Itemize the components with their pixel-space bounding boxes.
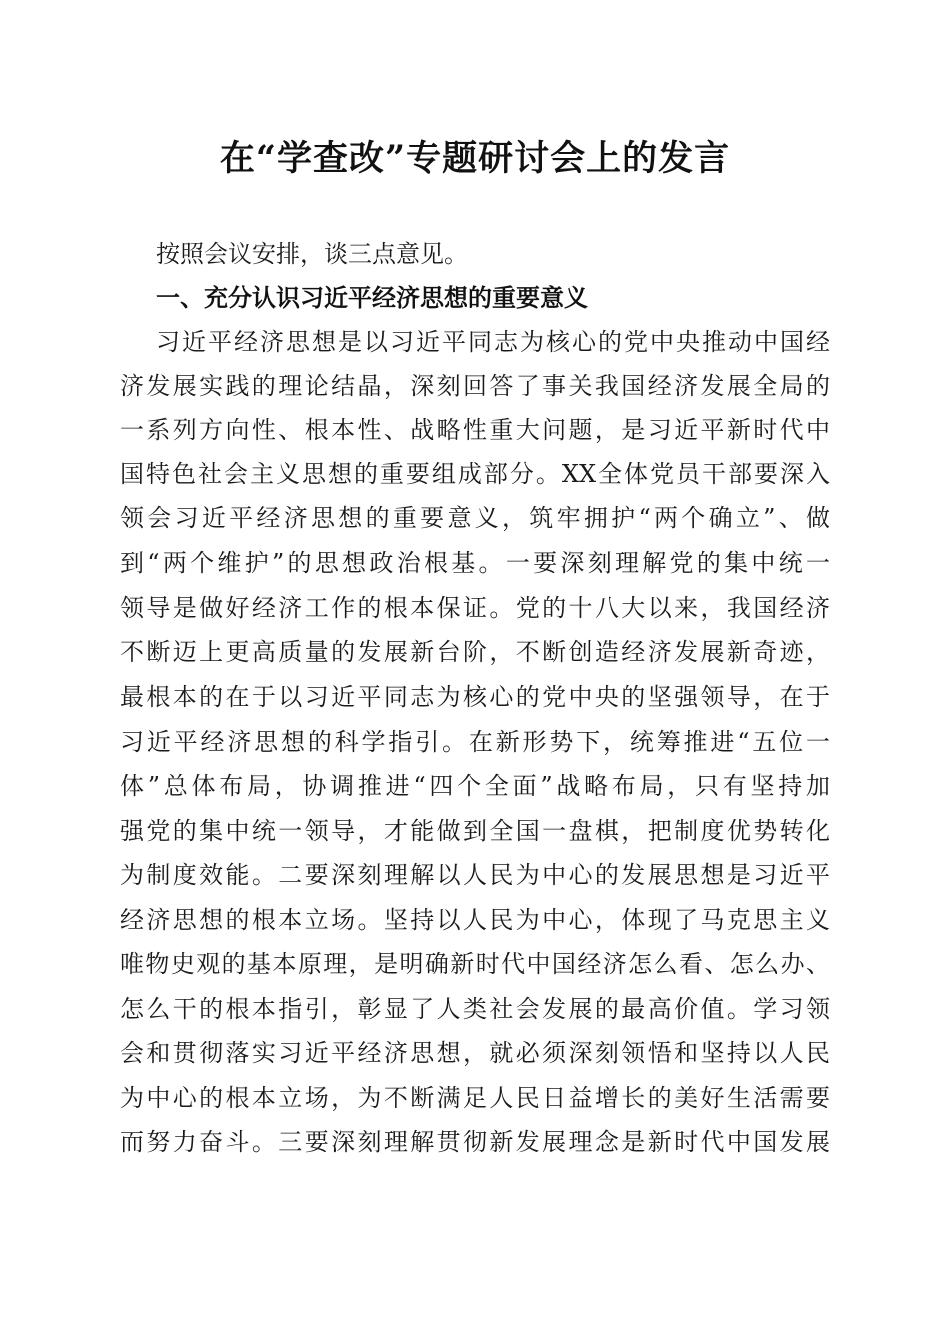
intro-paragraph: 按照会议安排，谈三点意见。 — [156, 240, 468, 268]
body-line: 强党的集中统一领导，才能做到全国一盘棋，把制度优势转化 — [120, 817, 830, 845]
document-title: 在“学查改”专题研讨会上的发言 — [219, 138, 731, 179]
body-line: 怎么干的根本指引，彰显了人类社会发展的最高价值。学习领 — [120, 995, 830, 1023]
body-line: 领会习近平经济思想的重要意义，筑牢拥护“两个确立”、做 — [120, 504, 830, 532]
body-line: 国特色社会主义思想的重要组成部分。XX全体党员干部要深入 — [120, 460, 830, 488]
body-line: 经济思想的根本立场。坚持以人民为中心，体现了马克思主义 — [120, 906, 830, 934]
body-line: 习近平经济思想的科学指引。在新形势下，统筹推进“五位一 — [120, 728, 830, 756]
section-heading: 一、充分认识习近平经济思想的重要意义 — [156, 284, 588, 312]
body-line: 为制度效能。二要深刻理解以人民为中心的发展思想是习近平 — [120, 861, 830, 889]
body-line: 最根本的在于以习近平同志为核心的党中央的坚强领导，在于 — [120, 683, 830, 711]
body-line: 一系列方向性、根本性、战略性重大问题，是习近平新时代中 — [120, 416, 830, 444]
body-line: 为中心的根本立场，为不断满足人民日益增长的美好生活需要 — [120, 1084, 830, 1112]
body-line: 而努力奋斗。三要深刻理解贯彻新发展理念是新时代中国发展 — [120, 1128, 830, 1156]
body-line: 习近平经济思想是以习近平同志为核心的党中央推动中国经 — [156, 328, 830, 356]
body-line: 领导是做好经济工作的根本保证。党的十八大以来，我国经济 — [120, 594, 830, 622]
body-line: 不断迈上更高质量的发展新台阶，不断创造经济发展新奇迹， — [120, 638, 830, 666]
body-line: 会和贯彻落实习近平经济思想，就必须深刻领悟和坚持以人民 — [120, 1039, 830, 1067]
body-line: 体”总体布局，协调推进“四个全面”战略布局，只有坚持加 — [120, 772, 830, 800]
body-line: 济发展实践的理论结晶，深刻回答了事关我国经济发展全局的 — [120, 372, 830, 400]
body-line: 到“两个维护”的思想政治根基。一要深刻理解党的集中统一 — [120, 549, 830, 577]
body-line: 唯物史观的基本原理，是明确新时代中国经济怎么看、怎么办、 — [120, 950, 830, 978]
